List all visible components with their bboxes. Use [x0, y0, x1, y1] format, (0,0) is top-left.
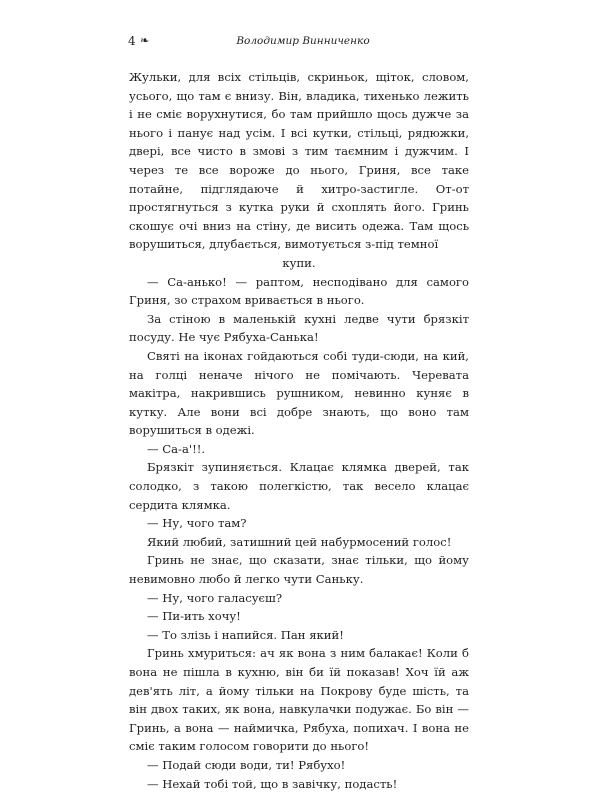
dialogue-line: — Нехай тобі той, що в завічку, подасть! — [147, 776, 398, 791]
dialogue-line: — То злізь і напийся. Пан який! — [147, 627, 344, 642]
fleuron-ornament-icon: ❧ — [140, 34, 150, 47]
paragraph: Святі на іконах гойдаються собі туди-сюди, на кий, на голці неначе нічого не помічають. Черевата макітра, накрившись рушником, невинно куняє в кутку. Але вони всі добре знають, що воно там ворушиться в одежі. — [129, 348, 469, 438]
page-header — [128, 32, 478, 50]
dialogue-line: — Ну, чого там? — [147, 516, 247, 531]
dialogue-line: — Подай сюди води, ти! Рябухо! — [147, 757, 346, 772]
body-text — [129, 68, 469, 793]
paragraph: Який любий, затишний цей набурмосений голос! — [147, 534, 452, 549]
paragraph: Жульки, для всіх стільців, скриньок, щіток, словом, усього, що там є внизу. Він, владика, тихенько лежить і не сміє ворухнутися, бо там прийшло щось дужче за нього і панує над усім. І всі кутки, стільці, рядюжки, двері, все чисто в змові з тим таємним і дужчим. І через те все вороже до нього, Гриня, все таке потайне, підглядаюче й хитро-застигле. От-от простягнуться з кутка руки й схоплять його. Гринь скошує очі вниз на стіну, де висить одежа. Там щось ворушиться, длубається, вимотується з-під темної — [129, 70, 469, 252]
dialogue-line: — Са-анько! — раптом, несподівано для самого Гриня, зо страхом вривається в нього. — [129, 274, 469, 308]
dialogue-line: — Ну, чого галасуєш? — [147, 590, 283, 605]
dialogue-line: — Са-а'!!. — [147, 441, 206, 456]
paragraph: За стіною в маленькій кухні ледве чути брязкіт посуду. Не чує Рябуха-Санька! — [129, 311, 469, 345]
paragraph: купи. — [282, 255, 316, 270]
page-number: 4 — [128, 34, 136, 48]
paragraph: Брязкіт зупиняється. Клацає клямка дверей, так солодко, з такою полегкістю, так весело клацає сердита клямка. — [129, 460, 469, 512]
paragraph: Гринь хмуриться: ач як вона з ним балакає! Коли б вона не пішла в кухню, він би їй показав! Хоч їй аж дев'ять літ, а йому тільки на Покрову буде шість, та він двох таких, як вона, навкулачки подужає. Бо він — Гринь, а вона — наймичка, Рябуха, попихач. І вона не сміє таким голосом говорити до нього! — [129, 646, 469, 754]
running-head-author: Володимир Винниченко — [236, 35, 370, 47]
paragraph: Гринь не знає, що сказати, знає тільки, що йому невимовно любо й легко чути Саньку. — [129, 553, 469, 587]
dialogue-line: — Пи-ить хочу! — [147, 609, 241, 624]
